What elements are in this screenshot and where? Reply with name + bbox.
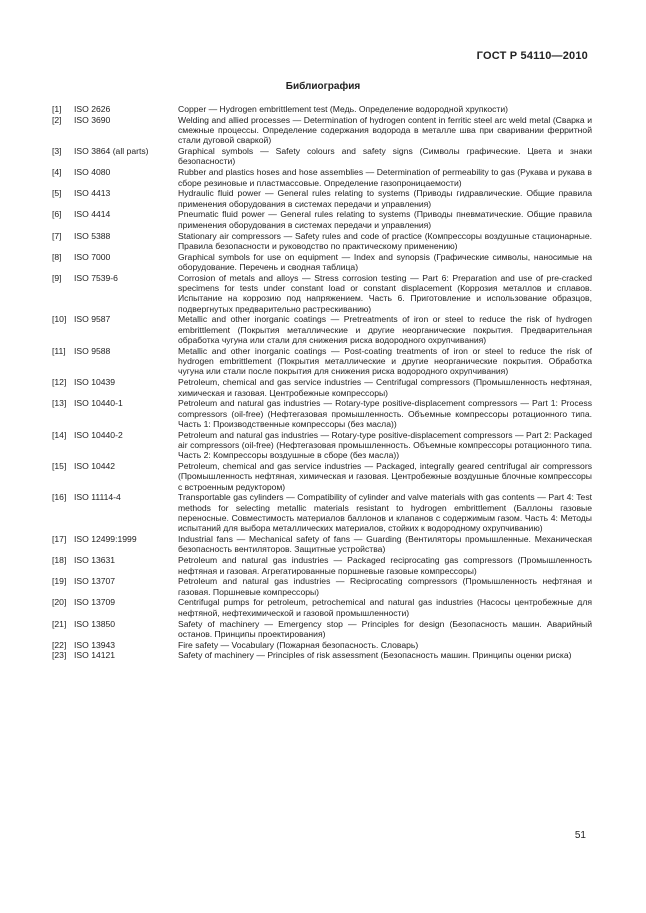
bibliography-item — [52, 534, 592, 555]
reference-code: ISO 7539-6 — [74, 272, 118, 283]
reference-number: [6] — [52, 209, 62, 220]
reference-number: [21] — [52, 618, 67, 629]
reference-code: ISO 9587 — [74, 314, 111, 325]
bibliography-item — [52, 650, 592, 660]
reference-code: ISO 13850 — [74, 618, 116, 629]
bibliography-item — [52, 576, 592, 597]
reference-text: Graphical symbols — Safety colours and safety signs (Символы графические. Цвета и знаки безопасности) — [178, 146, 592, 167]
reference-code: ISO 11114-4 — [74, 492, 121, 503]
reference-text: Industrial fans — Mechanical safety of fans — Guarding (Вентиляторы промышленные. Механическая безопасность вентиляторов. Защитные устройства) — [178, 534, 592, 555]
reference-text: Graphical symbols for use on equipment — Index and synopsis (Графические символы, наносимые на оборудование. Перечень и сводная таблица) — [178, 251, 592, 272]
reference-code: ISO 13707 — [74, 576, 116, 587]
bibliography-item — [52, 377, 592, 398]
reference-code: ISO 5388 — [74, 230, 111, 241]
reference-code: ISO 4413 — [74, 188, 111, 199]
bibliography-item — [52, 231, 592, 252]
bibliography-item — [52, 209, 592, 230]
reference-number: [12] — [52, 377, 67, 388]
bibliography-item — [52, 146, 592, 167]
reference-code: ISO 9588 — [74, 345, 111, 356]
reference-number: [8] — [52, 251, 62, 262]
bibliography-item — [52, 104, 592, 114]
reference-number: [20] — [52, 597, 67, 608]
reference-text: Corrosion of metals and alloys — Stress corrosion testing — Part 6: Preparation and use of pre-cracked specimens for tests under constant load or constant displacement (Коррозия металлов и сплавов. Испытание на коррозию под напряжением. Часть 6. Приготовление и использование образцов, подвергнутых предварительно растрескиванию) — [178, 272, 592, 314]
bibliography-item — [52, 252, 592, 273]
reference-text: Rubber and plastics hoses and hose assemblies — Determination of permeability to gas (Рукава и рукава в сборе резиновые и пластмассовые. Определение газопроницаемости) — [178, 167, 592, 188]
bibliography-item — [52, 115, 592, 146]
reference-number: [2] — [52, 114, 62, 125]
reference-text: Petroleum and natural gas industries — Rotary-type positive-displacement compressors — Part 2: Packaged air compressors (oil-free) (Нефтегазовая промышленность. Объемные компрессоры ротационного типа. Часть 2: Компрессоры воздушные в сборе (без масла)) — [178, 429, 592, 461]
reference-code: ISO 10440-1 — [74, 398, 123, 409]
bibliography-item — [52, 188, 592, 209]
bibliography-item — [52, 167, 592, 188]
reference-text: Centrifugal pumps for petroleum, petrochemical and natural gas industries (Насосы центробежные для нефтяной, нефтехимической и газовой промышленности) — [178, 597, 592, 618]
reference-number: [11] — [52, 345, 66, 356]
reference-code: ISO 3864 (all parts) — [74, 146, 149, 157]
reference-number: [10] — [52, 314, 67, 325]
reference-text: Safety of machinery — Emergency stop — Principles for design (Безопасность машин. Аварийный останов. Принципы проектирования) — [178, 618, 592, 639]
bibliography-item — [52, 461, 592, 492]
reference-code: ISO 12499:1999 — [74, 534, 137, 545]
reference-text: Fire safety — Vocabulary (Пожарная безопасность. Словарь) — [178, 639, 419, 650]
reference-text: Metallic and other inorganic coatings — Pretreatments of iron or steel to reduce the risk of hydrogen embrittlement (Покрытия металлические и другие неорганические покрытия. Предварительная обработка чугуна или стали для снижения риска водородного охрупчивания) — [178, 314, 592, 346]
bibliography-item — [52, 314, 592, 345]
reference-code: ISO 3690 — [74, 114, 111, 125]
reference-number: [18] — [52, 555, 67, 566]
reference-code: ISO 14121 — [74, 650, 116, 661]
bibliography-item — [52, 346, 592, 377]
bibliography-item — [52, 430, 592, 461]
reference-text: Petroleum, chemical and gas service industries — Centrifugal compressors (Промышленность нефтяная, химическая и газовая. Центробежные компрессоры) — [178, 377, 592, 398]
reference-text: Copper — Hydrogen embrittlement test (Медь. Определение водородной хрупкости) — [178, 104, 508, 114]
reference-number: [7] — [52, 230, 62, 241]
reference-text: Transportable gas cylinders — Compatibility of cylinder and valve materials with gas contents — Part 4: Test methods for selecting metallic materials resistant to hydrogen embrittlement (Баллоны газовые переносные. Совместимость материалов баллонов и клапанов с содержимым газом. Часть 4: Методы испытаний для выбора металлических материалов, стойких к водородному охрупчиванию) — [178, 492, 592, 534]
reference-code: ISO 13709 — [74, 597, 116, 608]
reference-text: Hydraulic fluid power — General rules relating to systems (Приводы гидравлические. Общие правила применения оборудования в системах передачи и управления) — [178, 188, 592, 209]
reference-number: [9] — [52, 272, 62, 283]
reference-code: ISO 7000 — [74, 251, 111, 262]
reference-number: [23] — [52, 650, 67, 661]
reference-text: Petroleum and natural gas industries — Rotary-type positive-displacement compressors — Part 1: Process compressors (oil-free) (Нефтегазовая промышленность. Объемные компрессоры ротационного типа. Часть 1: Производственные компрессоры (без масла)) — [178, 398, 592, 429]
page-number: 51 — [574, 830, 586, 841]
bibliography-item — [52, 492, 592, 533]
reference-code: ISO 2626 — [74, 104, 111, 114]
reference-number: [1] — [52, 104, 62, 114]
bibliography-item — [52, 555, 592, 576]
reference-number: [14] — [52, 429, 67, 440]
reference-number: [19] — [52, 576, 67, 587]
reference-number: [22] — [52, 639, 67, 650]
reference-number: [3] — [52, 146, 62, 157]
bibliography-item — [52, 273, 592, 314]
reference-text: Pneumatic fluid power — General rules relating to systems (Приводы пневматические. Общие правила применения оборудования в системах передачи и управления) — [178, 209, 592, 230]
page-title: Библиография — [285, 81, 361, 92]
bibliography-item — [52, 619, 592, 640]
reference-code: ISO 13943 — [74, 639, 116, 650]
reference-text: Safety of machinery — Principles of risk assessment (Безопасность машин. Принципы оценки риска) — [178, 650, 572, 661]
reference-number: [5] — [52, 188, 62, 199]
reference-number: [15] — [52, 461, 67, 472]
reference-code: ISO 10439 — [74, 377, 116, 388]
reference-text: Petroleum and natural gas industries — Reciprocating compressors (Промышленность нефтяная и газовая. Поршневые компрессоры) — [178, 576, 592, 597]
bibliography-list — [52, 104, 592, 661]
bibliography-item — [52, 398, 592, 429]
reference-code: ISO 10440-2 — [74, 429, 123, 440]
bibliography-item — [52, 597, 592, 618]
reference-text: Petroleum, chemical and gas service industries — Packaged, integrally geared centrifugal air compressors (Промышленность нефтяная, химическая и газовая. Центробежные воздушные блочные компрессоры с встроенным редуктором) — [178, 461, 592, 492]
reference-text: Stationary air compressors — Safety rules and code of practice (Компрессоры воздушные стационарные. Правила безопасности и руководство по практическому применению) — [178, 230, 592, 251]
reference-code: ISO 13631 — [74, 555, 116, 566]
reference-text: Welding and allied processes — Determination of hydrogen content in ferritic steel arc weld metal (Сварка и смежные процессы. Определение содержания водорода в металле шва при сваривании ферритной стали дуговой сваркой) — [178, 114, 592, 146]
reference-number: [17] — [52, 534, 67, 545]
reference-code: ISO 4080 — [74, 167, 111, 178]
standard-code: ГОСТ Р 54110—2010 — [476, 50, 588, 62]
reference-text: Petroleum and natural gas industries — Packaged reciprocating gas compressors (Промышленность нефтяная и газовая. Агрегатированные поршневые газовые компрессоры) — [178, 555, 592, 576]
reference-number: [16] — [52, 492, 67, 503]
reference-code: ISO 4414 — [74, 209, 111, 220]
reference-number: [13] — [52, 398, 67, 409]
reference-text: Metallic and other inorganic coatings — Post-coating treatments of iron or steel to reduce the risk of hydrogen embrittlement (Покрытия металлические и другие неорганические покрытия. Обработка чугуна или стали после покрытия для снижения риска водородного охрупчивания) — [178, 345, 592, 377]
reference-number: [4] — [52, 167, 62, 178]
bibliography-item — [52, 640, 592, 650]
reference-code: ISO 10442 — [74, 461, 116, 472]
